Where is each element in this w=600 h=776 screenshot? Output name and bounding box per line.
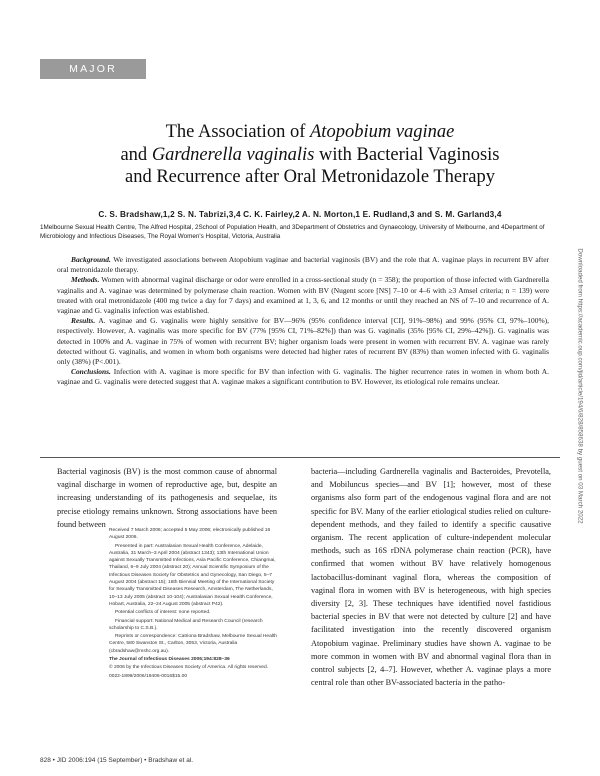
abstract-background (57, 255, 549, 275)
page-footer: 828 • JID 2006:194 (15 September) • Bradshaw et al. (40, 757, 194, 764)
download-watermark (575, 211, 585, 561)
article-type-banner: MAJOR ARTICLE (40, 59, 146, 79)
abstract-results (57, 316, 549, 367)
title-line-3: and Recurrence after Oral Metronidazole Therapy (125, 167, 495, 187)
intro-paragraph: Bacterial vaginosis (BV) is the most common cause of abnormal vaginal discharge in women of reproductive age, but, despite an increasing understanding of its pathogenesis and sequelae, its precise etiology remains unknown. Strong associations have been found between (57, 467, 277, 529)
note-reprints: Reprints or correspondence: Catriona Bradshaw, Melbourne Sexual Health Centre, 580 Swanston St., Carlton, 3053, Victoria, Australia (cbradshaw@mshc.org.au). (109, 634, 278, 654)
background-text: We investigated associations between Atopobium vaginae and bacterial vaginosis (BV) and the role that A. vaginae plays in recurrent BV after oral metronidazole therapy. (57, 255, 549, 275)
body-column-right (311, 465, 551, 689)
abstract-methods (57, 275, 549, 316)
copyright: © 2006 by the Infectious Diseases Society of America. All rights reserved. (109, 665, 269, 671)
author-list: C. S. Bradshaw,1,2 S. N. Tabrizi,3,4 C. K. Fairley,2 A. N. Morton,1 E. Rudland,3 and S. M. Garland3,4 (98, 210, 502, 219)
methods-label: Methods. (71, 275, 100, 285)
results-label: Results. (71, 316, 96, 326)
body-paragraph: bacteria—including Gardnerella vaginalis and Bacteroides, Prevotella, and Mobiluncus species—and BV [1]; however, most of these organisms also form part of the endogenous vaginal flora and are not specific for BV. Many of the earlier etiological studies relied on culture-dependent methods, and they failed to identify a specific causative organism. The recent application of culture-independent molecular methods, such as 16S rDNA polymerase chain reaction (PCR), have confirmed that women without BV have relatively homogenous lactobacillus-dominant vaginal flora, whereas the composition of vaginal flora in women with BV is heterogeneous, with high species diversity [2, 3]. These techniques have identified novel fastidious bacterial species in BV that were not detected by culture [2] and have facilitated investigation into the recently discovered organism Atopobium vaginae. Preliminary studies have shown A. vaginae to be more common in women with BV and abnormal vaginal flora than in control subjects [2, 4–7]. However, whether A. vaginae plays a more central role than other BV-associated bacteria in the patho- (311, 467, 551, 688)
abstract (57, 255, 549, 388)
abstract-conclusions (57, 367, 549, 387)
title-line-1-b: Atopobium vaginae (310, 122, 455, 142)
article-title (100, 121, 520, 189)
note-presented: Presented in part: Australasian Sexual Health Conference, Adelaide, Australia, 31 March–3 April 2004 (abstract 1343); 13th International Union against Sexually Transmitted Infections, Asia Pacific Conference, Chiangmai, Thailand, 6–9 July 2004 (abstract 20); Annual Scientific Symposium of the Infectious Diseases Society for Obstetrics and Gynecology, San Diego, 5–7 August 2004 (abstract 15); 16th Biennial Meeting of the International Society for Sexually Transmitted Diseases Research, Amsterdam, The Netherlands, 10–13 July 2005 (abstract 10-104); Australasian Sexual Health Conference, Hobart, Australia, 22–24 August 2005 (abstract P42). (109, 543, 276, 607)
conclusions-label: Conclusions. (71, 367, 111, 377)
affiliations: 1Melbourne Sexual Health Centre, The Alfred Hospital, 2School of Population Health, and 3Department of Obstetrics and Gynaecology, University of Melbourne, and 4Department of Microbiology and Infectious Diseases, The Royal Women's Hospital, Victoria, Australia (40, 224, 545, 240)
issn: 0022-1899/2006/19406-0016$15.00 (109, 673, 188, 679)
body-column-left (57, 465, 277, 531)
background-label: Background. (71, 255, 111, 264)
journal-citation: The Journal of Infectious Diseases 2006;194:828–36 (109, 657, 230, 663)
note-conflicts: Potential conflicts of interest: none reported. (115, 610, 211, 616)
conclusions-text: Infection with A. vaginae is more specific for BV than infection with G. vaginalis. The higher recurrence rates in women in whom both A. vaginae and G. vaginalis were detected suggest that A. vaginae makes a significant contribution to BV. However, its etiological role remains unclear. (57, 367, 549, 387)
methods-text: Women with abnormal vaginal discharge or odor were enrolled in a cross-sectional study (n = 358); the proportion of those infected with Gardnerella vaginalis and A. vaginae was determined by polymerase chain reaction. Women with BV (Nugent score [NS] 7–10 or 4–6 with ≥3 Amsel criteria; n = 139) were treated with oral metronidazole (400 mg twice a day for 7 days) and examined at 1, 3, 6, and 12 months or until they reached an NS of 7–10 and recurrence of A. vaginae and G. vaginalis infection was established. (57, 275, 549, 316)
title-line-1-a: The Association of (165, 122, 310, 142)
note-financial: Financial support: National Medical and Research Council (research scholarship to C.S.B.). (109, 618, 263, 631)
note-received: Received 7 March 2006; accepted 5 May 2006; electronically published 16 August 2006. (109, 528, 271, 541)
title-line-2-a: and (120, 144, 152, 165)
title-line-2-b: Gardnerella vaginalis (151, 144, 315, 165)
results-text: A. vaginae and G. vaginalis were highly sensitive for BV—96% (95% confidence interval [CI], 91%–98%) and 99% (95% CI, 97%–100%), respectively. However, A. vaginalis was more specific for BV (77% [95% CI, 71%–82%]) than was G. vaginalis (35% [95% CI, 29%–42%]). G. vaginalis was detected in 100% and A. vaginae in 75% of women with recurrent BV; higher organism loads were present in women with recurrent BV. A. vaginae was rarely detected without G. vaginalis, and women in whom both organisms were detected had higher rates of recurrent BV (83%) than women infected with G. vaginalis only (38%) (P<.001). (57, 316, 549, 367)
article-notes (109, 527, 278, 681)
download-watermark-text: Downloaded from https://academic.oup.com/jid/article/194/6/828/858638 by guest on 03 March 2022 (576, 248, 584, 524)
abstract-divider (40, 457, 560, 458)
title-line-2-c: with Bacterial Vaginosis (314, 144, 500, 165)
